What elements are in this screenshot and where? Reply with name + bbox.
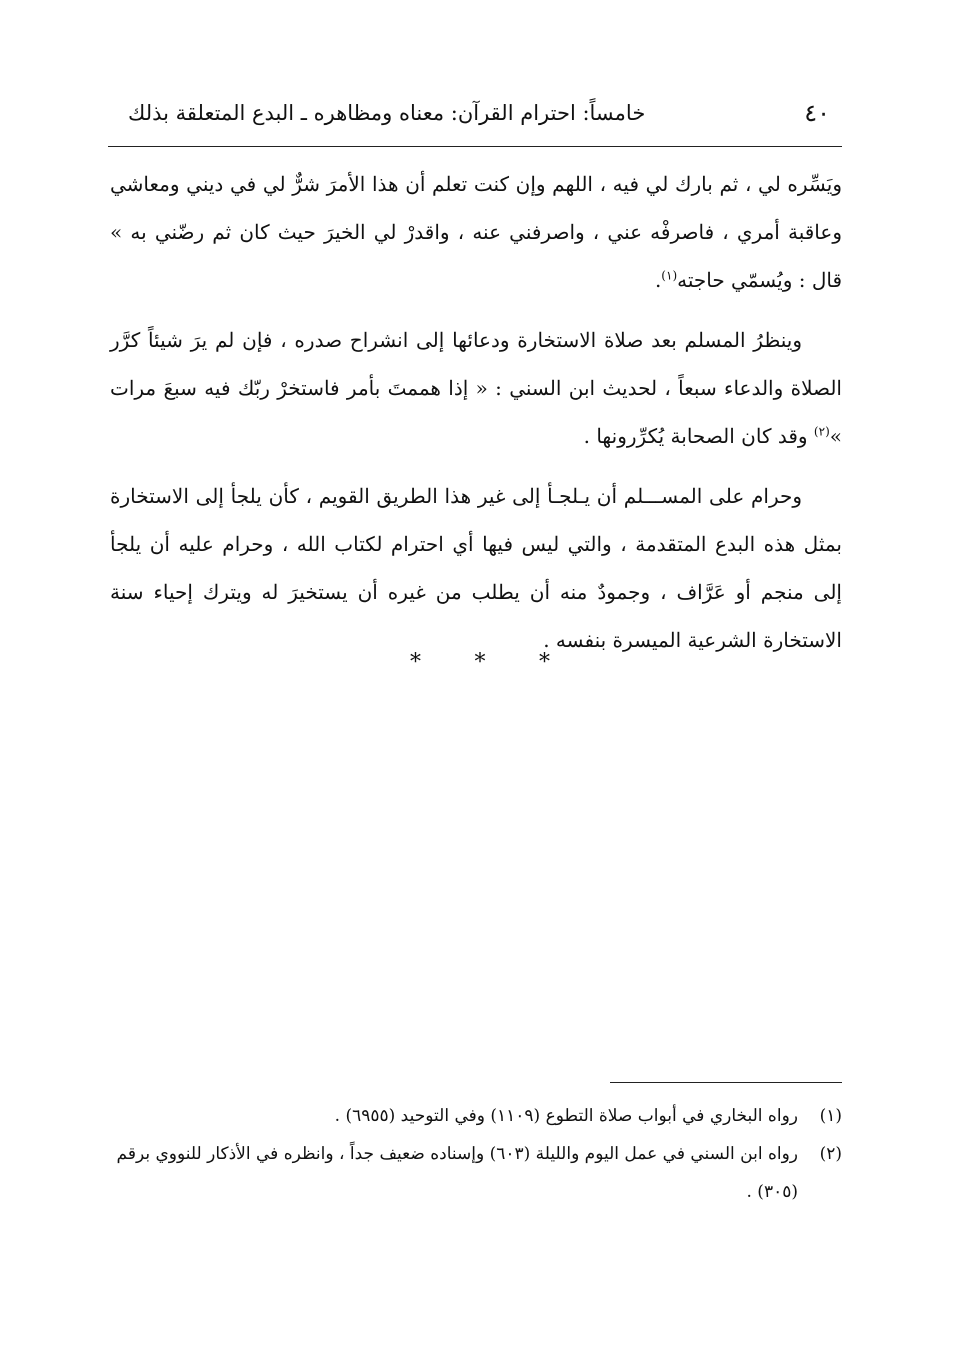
paragraph-3-text: وحرام على المســـلم أن يـلجـأ إلى غير هذا الطريق القويم ، كأن يلجأ إلى الاستخارة بمثل هذه البدع المتقدمة ، والتي ليس فيها أي احترام لكتاب الله ، وحرام عليه أن يلجأ إلى منجم أو عَرَّاف ، وجمودٌ منه أن يطلب من غيره أن يستخيرَ له ويترك إحياء سنة الاستخارة الشرعية الميسرة بنفسه . <box>110 484 842 652</box>
footnote-ref-2: (٢) <box>813 424 830 439</box>
body-text <box>110 160 842 676</box>
paragraph-2 <box>110 316 842 460</box>
separator-asterisk: * <box>410 649 421 675</box>
paragraph-1-text: ويَسِّره لي ، ثم بارك لي فيه ، اللهم وإن كنت تعلم أن هذا الأمرَ شرٌّ لي في ديني ومعاشي وعاقبة أمري ، فاصرفْه عني ، واصرفني عنه ، واقدرْ لي الخيرَ حيث كان ثم رضّني به » قال : ويُسمّي حاجته <box>110 172 842 292</box>
footnote-text: رواه البخاري في أبواب صلاة التطوع (١١٠٩) وفي التوحيد (٦٩٥٥) . <box>334 1106 798 1126</box>
section-separator <box>410 650 550 674</box>
footnote-rule <box>610 1082 842 1083</box>
paragraph-1-tail: . <box>654 268 662 292</box>
paragraph-2-tail: وقد كان الصحابة يُكرِّرونها . <box>583 424 814 448</box>
separator-asterisk: * <box>539 649 550 675</box>
paragraph-2-text: وينظرُ المسلم بعد صلاة الاستخارة ودعائها إلى انشراح صدره ، فإن لم يرَ شيئاً كرَّر الصلاة والدعاء سبعاً ، لحديث ابن السني : « إذا هممتَ بأمر فاستخرْ ربّك فيه سبعَ مرات » <box>110 328 842 448</box>
running-title: خامساً: احترام القرآن: معناه ومظاهره ـ البدع المتعلقة بذلك <box>128 101 646 125</box>
paragraph-1 <box>110 160 842 304</box>
separator-asterisk: * <box>474 649 486 675</box>
footnote-item <box>110 1135 842 1211</box>
footnote-ref-1: (١) <box>661 268 678 283</box>
page-number: ٤٠ <box>804 99 830 127</box>
footnote-marker: (٢) <box>819 1144 842 1164</box>
page-header <box>108 96 842 132</box>
footnote-item <box>110 1097 842 1135</box>
header-rule <box>108 146 842 147</box>
paragraph-3 <box>110 472 842 664</box>
footnotes <box>110 1097 842 1211</box>
footnote-marker: (١) <box>819 1106 842 1126</box>
footnote-text: رواه ابن السني في عمل اليوم والليلة (٦٠٣) وإسناده ضعيف جداً ، وانظره في الأذكار للنووي برقم (٣٠٥) . <box>116 1144 798 1202</box>
